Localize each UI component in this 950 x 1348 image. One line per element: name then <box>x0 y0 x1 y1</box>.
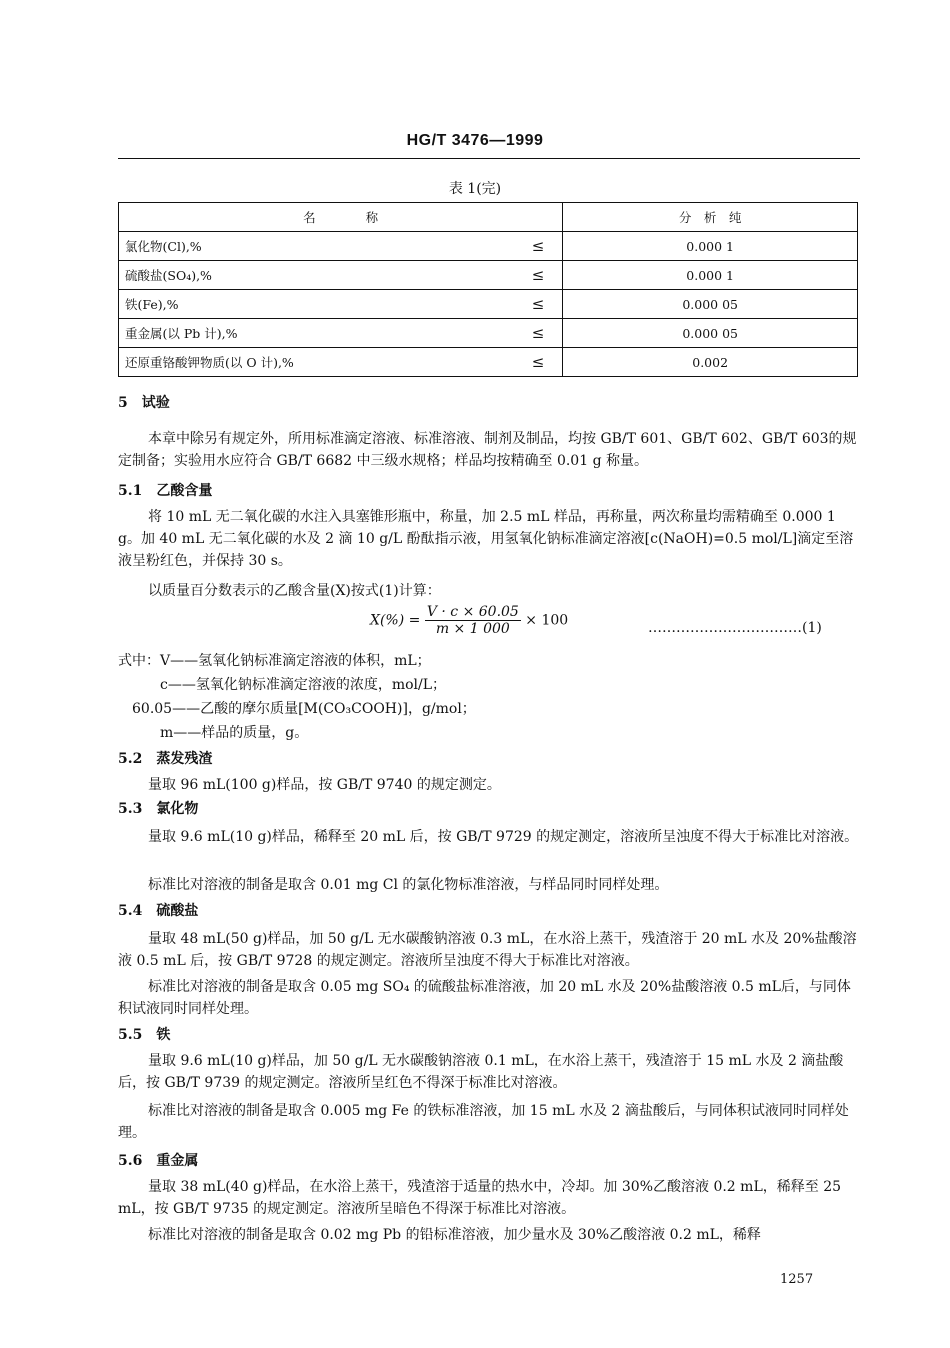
page-number: 1257 <box>780 1272 814 1287</box>
row-operator: ≤ <box>524 232 562 261</box>
table-row <box>119 290 858 319</box>
section-5-1-title: 5.1 乙酸含量 <box>118 483 213 499</box>
spec-table <box>118 202 858 377</box>
section-5-4-title: 5.4 硫酸盐 <box>118 903 199 919</box>
where-molar-mass: 60.05——乙酸的摩尔质量[M(CO₃COOH)]，g/mol； <box>132 701 476 717</box>
section-5-4-paragraph-2: 标准比对溶液的制备是取含 0.05 mg SO₄ 的硫酸盐标准溶液，加 20 mL 水及 20%盐酸溶液 0.5 mL后，与同体积试液同时同样处理。 <box>118 979 851 1017</box>
col-header-name: 名 称 <box>119 203 563 232</box>
where-v: V——氢氧化钠标准滴定溶液的体积，mL； <box>160 653 431 669</box>
row-name: 还原重铬酸钾物质(以 O 计),% <box>119 348 525 377</box>
section-5-5-paragraph-1: 量取 9.6 mL(10 g)样品，加 50 g/L 无水碳酸钠溶液 0.1 mL，在水浴上蒸干，残渣溶于 15 mL 水及 2 滴盐酸后，按 GB/T 9739 的规定测定。溶液所呈红色不得深于标准比对溶液。 <box>118 1053 844 1091</box>
row-value: 0.000 05 <box>563 319 858 348</box>
table-header-row <box>119 203 858 232</box>
table-row <box>119 261 858 290</box>
row-value: 0.000 1 <box>563 232 858 261</box>
formula-fraction <box>425 604 521 637</box>
section-5-3-title: 5.3 氯化物 <box>118 801 199 817</box>
section-5-2-paragraph: 量取 96 mL(100 g)样品，按 GB/T 9740 的规定测定。 <box>148 777 501 793</box>
table-caption: 表 1(完) <box>448 181 502 197</box>
section-5-1-paragraph: 将 10 mL 无二氧化碳的水注入具塞锥形瓶中，称量，加 2.5 mL 样品，再称量，两次称量均需精确至 0.000 1 g。加 40 mL 无二氧化碳的水及 2 滴 10 g/L 酚酞指示液，用氢氧化钠标准滴定溶液[c(NaOH)=0.5 mol/L]滴定至溶液呈粉红色，并保持 30 s。 <box>118 509 854 569</box>
row-name: 硫酸盐(SO₄),% <box>119 261 525 290</box>
table-row <box>119 319 858 348</box>
section-5-4-paragraph-1: 量取 48 mL(50 g)样品，加 50 g/L 无水碳酸钠溶液 0.3 mL，在水浴上蒸干，残渣溶于 20 mL 水及 20%盐酸溶液 0.5 mL 后，按 GB/T 9728 的规定测定。溶液所呈浊度不得大于标准比对溶液。 <box>118 931 857 969</box>
row-name: 氯化物(Cl),% <box>119 232 525 261</box>
where-label: 式中： <box>118 653 160 669</box>
where-m: m——样品的质量，g。 <box>160 725 309 741</box>
section-5-title: 5 试验 <box>118 395 170 411</box>
row-operator: ≤ <box>524 319 562 348</box>
row-operator: ≤ <box>524 348 562 377</box>
table-row <box>119 348 858 377</box>
section-5-3-paragraph-1: 量取 9.6 mL(10 g)样品，稀释至 20 mL 后，按 GB/T 9729 的规定测定，溶液所呈浊度不得大于标准比对溶液。 <box>148 829 859 845</box>
section-5-6-paragraph-2: 标准比对溶液的制备是取含 0.02 mg Pb 的铅标准溶液，加少量水及 30%乙酸溶液 0.2 mL，稀释 <box>148 1227 761 1243</box>
formula-tail: × 100 <box>525 612 569 629</box>
header-rule <box>118 158 860 159</box>
row-value: 0.000 05 <box>563 290 858 319</box>
section-5-paragraph: 本章中除另有规定外，所用标准滴定溶液、标准溶液、制剂及制品，均按 GB/T 601、GB/T 602、GB/T 603的规定制备；实验用水应符合 GB/T 6682 中三级水规格；样品均按精确至 0.01 g 称量。 <box>118 431 857 469</box>
section-5-5-paragraph-2: 标准比对溶液的制备是取含 0.005 mg Fe 的铁标准溶液，加 15 mL 水及 2 滴盐酸后，与同体积试液同时同样处理。 <box>118 1103 849 1141</box>
formula-intro: 以质量百分数表示的乙酸含量(X)按式(1)计算： <box>148 583 441 599</box>
formula-denominator: m × 1 000 <box>435 621 510 637</box>
section-5-2-title: 5.2 蒸发残渣 <box>118 751 213 767</box>
section-5-5-title: 5.5 铁 <box>118 1027 171 1043</box>
section-5-6-paragraph-1: 量取 38 mL(40 g)样品，在水浴上蒸干，残渣溶于适量的热水中，冷却。加 30%乙酸溶液 0.2 mL，稀释至 25 mL，按 GB/T 9735 的规定测定。溶液所呈暗色不得深于标准比对溶液。 <box>118 1179 842 1217</box>
row-value: 0.002 <box>563 348 858 377</box>
section-5-6-title: 5.6 重金属 <box>118 1153 199 1169</box>
formula-numerator: V · c × 60.05 <box>426 604 519 620</box>
formula-number: ……………………………(1) <box>648 620 822 636</box>
formula-lhs: X(%) = <box>370 612 421 629</box>
table-row <box>119 232 858 261</box>
section-5-3-paragraph-2: 标准比对溶液的制备是取含 0.01 mg Cl 的氯化物标准溶液，与样品同时同样处理。 <box>148 877 669 893</box>
row-value: 0.000 1 <box>563 261 858 290</box>
row-operator: ≤ <box>524 290 562 319</box>
row-operator: ≤ <box>524 261 562 290</box>
row-name: 重金属(以 Pb 计),% <box>119 319 525 348</box>
where-c: c——氢氧化钠标准滴定溶液的浓度，mol/L； <box>160 677 447 693</box>
row-name: 铁(Fe),% <box>119 290 525 319</box>
formula-1 <box>370 604 568 637</box>
col-header-grade: 分 析 纯 <box>563 203 858 232</box>
standard-code-header: HG/T 3476—1999 <box>406 132 544 149</box>
